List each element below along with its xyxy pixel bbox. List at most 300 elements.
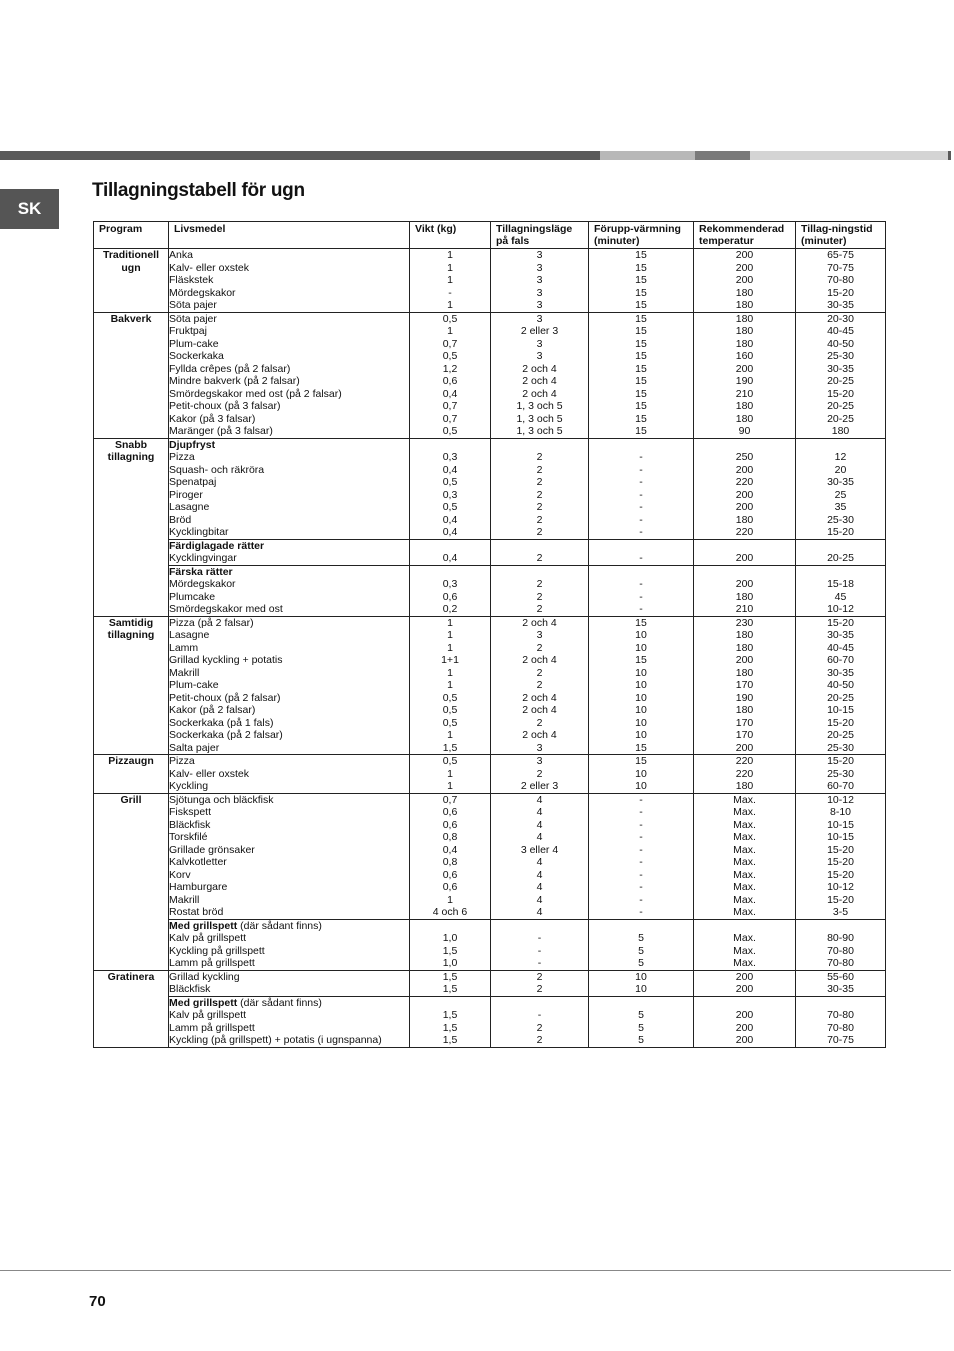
header-bar-segment <box>0 151 600 160</box>
spacer <box>589 540 693 553</box>
time-value: 30-35 <box>827 299 854 311</box>
time-cell <box>796 793 886 919</box>
level-value: 3 <box>536 249 543 261</box>
level-value: 3 <box>536 755 543 767</box>
level-value: 2 och 4 <box>522 691 557 704</box>
time-value: 70-80 <box>827 944 854 957</box>
time-value: 70-80 <box>827 1021 854 1034</box>
time-value: 8-10 <box>829 806 851 818</box>
preheat-value: 10 <box>635 641 647 654</box>
preheat-value: 10 <box>635 679 647 691</box>
level-value: 2 eller 3 <box>520 325 559 337</box>
time-value: 15-20 <box>827 856 854 868</box>
food-item: Mördegskakor <box>169 578 236 590</box>
time-cell <box>796 755 886 794</box>
temp-cell <box>694 565 796 616</box>
level-cell <box>491 249 589 313</box>
preheat-value: 15 <box>635 299 647 311</box>
preheat-value: - <box>639 806 643 818</box>
spacer <box>491 439 588 452</box>
spacer <box>491 540 588 553</box>
food-item: Korv <box>169 868 191 881</box>
temp-value: 210 <box>735 603 754 615</box>
preheat-value: 5 <box>638 944 644 957</box>
level-cell <box>491 793 589 919</box>
time-value: 10-12 <box>827 603 854 615</box>
time-value: 30-35 <box>827 362 854 375</box>
column-header: Tillag-ningstid (minuter) <box>796 222 886 249</box>
level-value: 3 <box>536 741 543 754</box>
food-item: Squash- och räkröra <box>169 463 265 476</box>
temp-cell <box>694 438 796 539</box>
food-cell <box>169 249 410 313</box>
time-value: 25-30 <box>827 513 854 526</box>
weight-cell <box>410 539 491 565</box>
time-value: 10-15 <box>827 704 854 716</box>
temp-value: Max. <box>733 856 756 868</box>
weight-cell <box>410 616 491 755</box>
weight-value: 1 <box>447 679 453 691</box>
food-item: Spenatpaj <box>169 476 217 488</box>
level-value: 2 <box>536 1021 543 1034</box>
food-item: Söta pajer <box>169 299 217 311</box>
preheat-cell <box>589 249 694 313</box>
weight-value: 0,7 <box>442 412 458 425</box>
time-value: 20-30 <box>827 312 854 325</box>
temp-value: 210 <box>735 387 754 400</box>
weight-value: 0,3 <box>442 451 458 463</box>
temp-value: 220 <box>735 476 754 488</box>
level-value: 2 <box>536 666 543 679</box>
table-row <box>94 793 886 919</box>
preheat-value: - <box>639 893 643 906</box>
header-bar-segment <box>695 151 750 160</box>
level-value: 2 <box>536 451 543 463</box>
level-cell <box>491 996 589 1047</box>
spacer <box>410 439 490 452</box>
level-value: 2 och 4 <box>522 616 557 629</box>
level-value: 4 <box>536 881 543 893</box>
spacer <box>796 920 885 933</box>
preheat-cell <box>589 996 694 1047</box>
level-value: 4 <box>536 793 543 806</box>
weight-value: 0,6 <box>442 590 458 603</box>
food-item: Kalv på grillspett <box>169 932 247 944</box>
level-value: 2 och 4 <box>522 704 557 716</box>
spacer <box>796 566 885 579</box>
temp-value: 180 <box>735 400 754 412</box>
food-item: Smördegskakor med ost (på 2 falsar) <box>169 387 342 400</box>
food-item: Salta pajer <box>169 741 220 754</box>
preheat-value: 15 <box>635 362 647 375</box>
temp-value: 180 <box>735 629 754 641</box>
temp-value: Max. <box>733 944 756 957</box>
level-value: 2 och 4 <box>522 654 557 666</box>
time-cell <box>796 919 886 970</box>
temp-value: 180 <box>735 666 754 679</box>
table-row <box>94 755 886 794</box>
food-item: Kyckling <box>169 780 209 792</box>
level-value: 4 <box>536 818 543 831</box>
preheat-value: 10 <box>635 716 647 729</box>
weight-value: 1 <box>447 274 453 286</box>
level-value: 2 och 4 <box>522 375 557 387</box>
header-color-bar <box>0 151 954 160</box>
weight-value: 1,5 <box>442 741 458 754</box>
spacer <box>410 997 490 1010</box>
food-item: Lamm på grillspett <box>169 957 255 969</box>
temp-value: 180 <box>735 513 754 526</box>
preheat-value: - <box>639 603 643 615</box>
column-header: Tillagningsläge på fals <box>491 222 589 249</box>
temp-cell <box>694 919 796 970</box>
weight-value: 4 och 6 <box>432 906 468 918</box>
food-item: Maränger (på 3 falsar) <box>169 425 273 437</box>
spacer <box>410 920 490 933</box>
temp-value: Max. <box>733 893 756 906</box>
level-value: 2 <box>536 463 543 476</box>
preheat-value: - <box>639 451 643 463</box>
temp-value: 220 <box>735 526 754 538</box>
level-cell <box>491 565 589 616</box>
food-item: Kakor (på 2 falsar) <box>169 704 256 716</box>
temp-value: Max. <box>733 793 756 806</box>
table-row <box>94 919 886 970</box>
weight-value: 1,5 <box>442 1009 458 1021</box>
preheat-value: - <box>639 881 643 893</box>
weight-value: 1 <box>447 641 453 654</box>
temp-value: 180 <box>735 641 754 654</box>
preheat-value: 10 <box>635 970 647 983</box>
subsection-heading-label: Med grillspett <box>169 996 238 1009</box>
level-cell <box>491 970 589 996</box>
food-item: Bröd <box>169 513 192 526</box>
level-value: 2 <box>536 970 543 983</box>
food-cell <box>169 793 410 919</box>
preheat-value: 15 <box>635 412 647 425</box>
preheat-cell <box>589 616 694 755</box>
table-row <box>94 539 886 565</box>
food-item: Fiskspett <box>169 806 212 818</box>
spacer <box>491 920 588 933</box>
table-row <box>94 312 886 438</box>
temp-value: 180 <box>735 325 754 337</box>
weight-value: 1 <box>447 249 453 261</box>
preheat-cell <box>589 565 694 616</box>
weight-value: 0,7 <box>442 337 458 350</box>
preheat-value: 10 <box>635 629 647 641</box>
preheat-value: 5 <box>638 957 644 969</box>
time-value: 55-60 <box>827 970 854 983</box>
food-item: Piroger <box>169 488 203 501</box>
temp-value: 220 <box>735 755 754 767</box>
subsection-heading-note: (där sådant finns) <box>237 996 322 1009</box>
preheat-value: - <box>639 463 643 476</box>
preheat-value: 15 <box>635 249 647 261</box>
language-tab: SK <box>0 189 59 229</box>
spacer <box>796 540 885 553</box>
time-value: 20 <box>834 463 847 476</box>
preheat-value: 10 <box>635 729 647 741</box>
food-item: Sockerkaka (på 1 fals) <box>169 716 274 729</box>
time-value: 70-80 <box>827 1009 854 1021</box>
weight-value: 0,5 <box>442 476 458 488</box>
preheat-value: - <box>639 476 643 488</box>
level-value: 2 <box>536 716 543 729</box>
weight-value: 1 <box>447 780 453 792</box>
temp-value: 200 <box>735 249 754 261</box>
footer-divider <box>0 1270 951 1271</box>
food-item: Sockerkaka <box>169 350 224 362</box>
table-row <box>94 249 886 313</box>
food-item: Lasagne <box>169 629 210 641</box>
column-header: Livsmedel <box>169 222 410 249</box>
time-value: 20-25 <box>827 375 854 387</box>
weight-value: 0,3 <box>442 488 458 501</box>
temp-value: 90 <box>738 425 751 437</box>
weight-cell <box>410 970 491 996</box>
subsection-heading-label: Färdiglagade rätter <box>169 539 265 552</box>
level-value: 2 <box>536 552 543 564</box>
temp-value: 170 <box>735 729 754 741</box>
temp-value: 200 <box>735 970 754 983</box>
preheat-value: 15 <box>635 325 647 337</box>
spacer <box>694 566 795 579</box>
time-value: 65-75 <box>827 249 854 261</box>
temp-value: Max. <box>733 881 756 893</box>
time-value: 10-15 <box>827 831 854 843</box>
table-row <box>94 438 886 539</box>
time-value: 35 <box>834 501 847 513</box>
time-value: 70-75 <box>827 261 854 274</box>
time-value: 15-20 <box>827 616 854 629</box>
food-item: Rostat bröd <box>169 906 224 918</box>
level-cell <box>491 755 589 794</box>
temp-value: Max. <box>733 806 756 818</box>
food-cell <box>169 312 410 438</box>
temp-cell <box>694 249 796 313</box>
time-value: 15-20 <box>827 716 854 729</box>
subsection-heading-label: Djupfryst <box>169 438 216 451</box>
subsection-heading <box>169 997 409 1010</box>
time-value: 12 <box>834 451 847 463</box>
preheat-value: - <box>639 831 643 843</box>
program-name: Grill <box>94 793 169 970</box>
preheat-cell <box>589 438 694 539</box>
preheat-value: 5 <box>638 1009 644 1021</box>
time-value: 15-20 <box>827 526 854 538</box>
spacer <box>694 920 795 933</box>
header-bar-segment <box>948 151 951 160</box>
weight-cell <box>410 565 491 616</box>
time-cell <box>796 970 886 996</box>
subsection-heading <box>169 920 409 933</box>
time-value: 15-20 <box>827 387 854 400</box>
level-cell <box>491 616 589 755</box>
level-value: 2 <box>536 513 543 526</box>
food-item: Hamburgare <box>169 881 228 893</box>
weight-value: 0,6 <box>442 868 458 881</box>
temp-value: 200 <box>735 488 754 501</box>
time-cell <box>796 996 886 1047</box>
time-value: 25-30 <box>827 741 854 754</box>
food-item: Fyllda crêpes (på 2 falsar) <box>169 362 291 375</box>
preheat-value: - <box>639 578 643 590</box>
level-value: 3 <box>536 299 543 311</box>
time-value: 25-30 <box>827 350 854 362</box>
subsection-heading <box>169 566 409 579</box>
level-value: 2 <box>536 476 543 488</box>
time-value: 10-12 <box>827 881 854 893</box>
preheat-cell <box>589 539 694 565</box>
preheat-value: 15 <box>635 350 647 362</box>
time-value: 15-20 <box>827 893 854 906</box>
temp-value: 200 <box>735 261 754 274</box>
food-item: Petit-choux (på 2 falsar) <box>169 691 281 704</box>
temp-value: 180 <box>735 286 754 299</box>
preheat-value: - <box>639 513 643 526</box>
level-value: 3 <box>536 337 543 350</box>
weight-value: 0,8 <box>442 831 458 843</box>
subsection-heading-label: Färska rätter <box>169 565 233 578</box>
temp-value: 220 <box>735 767 754 780</box>
food-cell <box>169 996 410 1047</box>
food-item: Torskfilé <box>169 831 208 843</box>
spacer <box>694 540 795 553</box>
time-value: 45 <box>834 590 847 603</box>
level-value: 2 och 4 <box>522 729 557 741</box>
time-value: 40-50 <box>827 337 854 350</box>
food-item: Plum-cake <box>169 337 219 350</box>
temp-value: Max. <box>733 957 756 969</box>
temp-cell <box>694 793 796 919</box>
preheat-value: 15 <box>635 312 647 325</box>
level-value: 2 <box>536 488 543 501</box>
preheat-value: 15 <box>635 741 647 754</box>
weight-value: 0,8 <box>442 856 458 868</box>
food-item: Makrill <box>169 666 200 679</box>
temp-value: 200 <box>735 1009 754 1021</box>
level-value: 3 <box>536 629 543 641</box>
time-value: 20-25 <box>827 729 854 741</box>
time-cell <box>796 539 886 565</box>
table-body <box>94 249 886 1048</box>
time-value: 25-30 <box>827 767 854 780</box>
spacer <box>589 920 693 933</box>
temp-value: Max. <box>733 843 756 856</box>
temp-value: 250 <box>735 451 754 463</box>
column-header: Program <box>94 222 169 249</box>
food-cell <box>169 919 410 970</box>
weight-value: 1,5 <box>442 1034 458 1046</box>
spacer <box>410 566 490 579</box>
preheat-value: - <box>639 590 643 603</box>
preheat-cell <box>589 793 694 919</box>
food-cell <box>169 565 410 616</box>
preheat-value: - <box>639 843 643 856</box>
level-value: 3 <box>536 274 543 286</box>
weight-value: 0,6 <box>442 806 458 818</box>
weight-value: 0,4 <box>442 513 458 526</box>
level-value: - <box>537 957 542 969</box>
weight-value: 0,5 <box>442 312 458 325</box>
program-name: Gratinera <box>94 970 169 1047</box>
level-value: - <box>537 1009 542 1021</box>
food-item: Fruktpaj <box>169 325 207 337</box>
program-name: Samtidig tillagning <box>94 616 169 755</box>
preheat-value: - <box>639 501 643 513</box>
level-value: 4 <box>536 856 543 868</box>
spacer <box>796 997 885 1010</box>
weight-value: 0,5 <box>442 716 458 729</box>
level-value: 2 <box>536 526 543 538</box>
temp-value: 180 <box>735 590 754 603</box>
table-header-row <box>94 222 886 249</box>
weight-value: 1 <box>447 299 453 311</box>
preheat-value: 10 <box>635 780 647 792</box>
food-item: Grillad kyckling + potatis <box>169 654 283 666</box>
weight-value: 0,5 <box>442 501 458 513</box>
food-cell <box>169 616 410 755</box>
weight-value: 1,2 <box>442 362 458 375</box>
level-value: 2 <box>536 983 543 995</box>
time-value: 20-25 <box>827 552 854 564</box>
preheat-value: - <box>639 488 643 501</box>
time-value: 30-35 <box>827 666 854 679</box>
preheat-value: 10 <box>635 983 647 995</box>
time-value: 30-35 <box>827 629 854 641</box>
weight-cell <box>410 755 491 794</box>
time-value: 60-70 <box>827 654 854 666</box>
temp-value: Max. <box>733 818 756 831</box>
level-value: 2 <box>536 590 543 603</box>
weight-cell <box>410 919 491 970</box>
temp-value: 180 <box>735 412 754 425</box>
temp-value: 190 <box>735 375 754 387</box>
food-item: Sockerkaka (på 2 falsar) <box>169 729 283 741</box>
page-number: 70 <box>89 1293 106 1310</box>
food-item: Fläskstek <box>169 274 214 286</box>
level-cell <box>491 312 589 438</box>
preheat-value: 15 <box>635 400 647 412</box>
temp-value: 190 <box>735 691 754 704</box>
time-value: 30-35 <box>827 983 854 995</box>
food-item: Grillade grönsaker <box>169 843 255 856</box>
weight-value: 0,4 <box>442 526 458 538</box>
preheat-value: 10 <box>635 691 647 704</box>
preheat-value: - <box>639 868 643 881</box>
table-row <box>94 616 886 755</box>
preheat-cell <box>589 312 694 438</box>
time-cell <box>796 565 886 616</box>
weight-value: 0,4 <box>442 463 458 476</box>
temp-value: Max. <box>733 906 756 918</box>
temp-value: 160 <box>735 350 754 362</box>
weight-value: 1 <box>447 767 453 780</box>
spacer <box>694 997 795 1010</box>
weight-value: 1,5 <box>442 1021 458 1034</box>
food-item: Söta pajer <box>169 312 217 325</box>
food-item: Anka <box>169 249 193 261</box>
time-value: 20-25 <box>827 400 854 412</box>
temp-value: 200 <box>735 501 754 513</box>
level-value: 2 <box>536 767 543 780</box>
program-name: Snabb tillagning <box>94 438 169 616</box>
weight-value: 0,3 <box>442 578 458 590</box>
program-name: Bakverk <box>94 312 169 438</box>
preheat-value: - <box>639 818 643 831</box>
preheat-value: 15 <box>635 425 647 437</box>
